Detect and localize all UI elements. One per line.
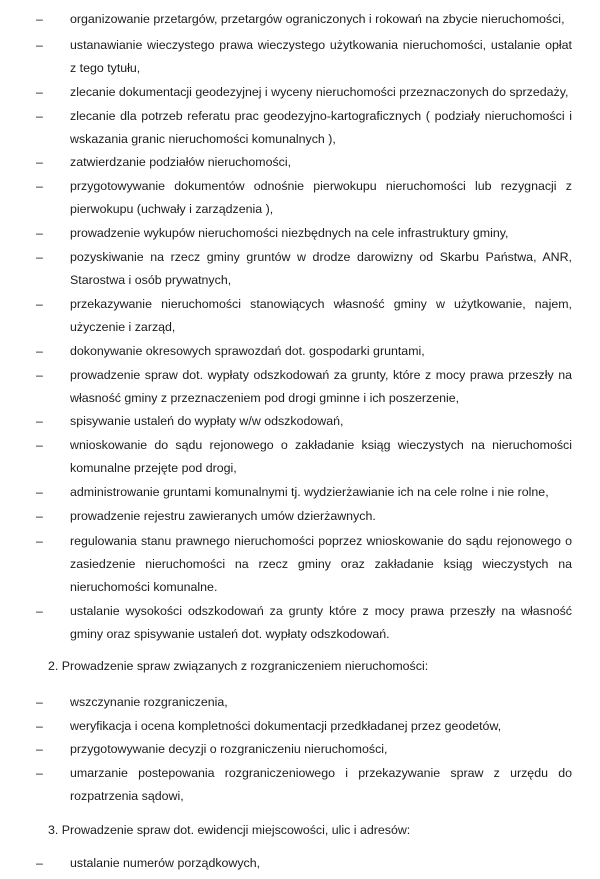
list-dash: – — [36, 155, 43, 169]
list-item-text: przygotowywanie dokumentów odnośnie pierwokupu nieruchomości lub rezygnacji z pierwokupu (uchwały i zarządzenia ), — [70, 179, 572, 216]
list-item-text: zlecanie dokumentacji geodezyjnej i wyceny nieruchomości przeznaczonych do sprzedaży, — [70, 85, 569, 99]
list-item-text: wszczynanie rozgraniczenia, — [70, 695, 228, 709]
list-dash: – — [36, 85, 43, 99]
list-item-text: ustalanie numerów porządkowych, — [70, 856, 261, 870]
list-dash: – — [36, 509, 43, 523]
list-item-text: prowadzenie spraw dot. wypłaty odszkodowań za grunty, które z mocy prawa przeszły na własność gminy z przeznaczeniem pod drogi gminne i ich poszerzenie, — [70, 368, 572, 405]
list-item-text: administrowanie gruntami komunalnymi tj. wydzierżawianie ich na cele rolne i nie rolne, — [70, 485, 549, 499]
list-dash: – — [36, 250, 43, 264]
list-item-text: umarzanie postepowania rozgraniczeniowego i przekazywanie spraw z urzędu do rozpatrzenia sądowi, — [70, 766, 572, 803]
list-dash: – — [36, 766, 43, 780]
list-item-text: prowadzenie rejestru zawieranych umów dzierżawnych. — [70, 509, 376, 523]
list-item-text: weryfikacja i ocena kompletności dokumentacji przedkładanej przez geodetów, — [70, 719, 502, 733]
list-dash: – — [36, 604, 43, 618]
list-dash: – — [36, 534, 43, 548]
list-dash: – — [36, 109, 43, 123]
list-dash: – — [36, 12, 43, 26]
list-item-text: prowadzenie wykupów nieruchomości niezbędnych na cele infrastruktury gminy, — [70, 226, 509, 240]
section-2-heading: 2. Prowadzenie spraw związanych z rozgraniczeniem nieruchomości: — [48, 659, 429, 673]
list-item-text: przygotowywanie decyzji o rozgraniczeniu nieruchomości, — [70, 742, 388, 756]
list-dash: – — [36, 368, 43, 382]
list-dash: – — [36, 414, 43, 428]
list-dash: – — [36, 38, 43, 52]
list-dash: – — [36, 695, 43, 709]
list-item-text: ustanawianie wieczystego prawa wieczystego użytkowania nieruchomości, ustalanie opłat z tego tytułu, — [70, 38, 572, 75]
list-item-text: organizowanie przetargów, przetargów ograniczonych i rokowań na zbycie nieruchomości, — [70, 12, 565, 26]
list-item-text: ustalanie wysokości odszkodowań za grunty które z mocy prawa przeszły na własność gminy oraz spisywanie ustaleń dot. wypłaty odszkodowań. — [70, 604, 572, 641]
list-item-text: wnioskowanie do sądu rejonowego o zakładanie ksiąg wieczystych na nieruchomości komunalne przejęte pod drogi, — [70, 438, 572, 475]
list-item-text: zlecanie dla potrzeb referatu prac geodezyjno-kartograficznych ( podziały nieruchomości i wskazania granic nieruchomości komunalnych ), — [70, 109, 572, 146]
list-dash: – — [36, 438, 43, 452]
list-item-text: regulowania stanu prawnego nieruchomości poprzez wnioskowanie do sądu rejonowego o zasiedzenie nieruchomości na rzecz gminy oraz zakładanie ksiąg wieczystych na nieruchomości komunalne. — [70, 534, 572, 594]
list-item-text: przekazywanie nieruchomości stanowiących własność gminy w użytkowanie, najem, użyczenie i zarząd, — [70, 297, 572, 334]
list-dash: – — [36, 856, 43, 870]
list-item-text: spisywanie ustaleń do wypłaty w/w odszkodowań, — [70, 414, 344, 428]
list-item-text: pozyskiwanie na rzecz gminy gruntów w drodze darowizny od Skarbu Państwa, ANR, Starostwa i osób prywatnych, — [70, 250, 572, 287]
list-item-text: dokonywanie okresowych sprawozdań dot. gospodarki gruntami, — [70, 344, 425, 358]
list-dash: – — [36, 719, 43, 733]
list-dash: – — [36, 485, 43, 499]
list-dash: – — [36, 297, 43, 311]
list-dash: – — [36, 344, 43, 358]
list-dash: – — [36, 226, 43, 240]
list-dash: – — [36, 742, 43, 756]
section-3-heading: 3. Prowadzenie spraw dot. ewidencji miejscowości, ulic i adresów: — [48, 823, 411, 837]
list-item-text: zatwierdzanie podziałów nieruchomości, — [70, 155, 292, 169]
list-dash: – — [36, 179, 43, 193]
